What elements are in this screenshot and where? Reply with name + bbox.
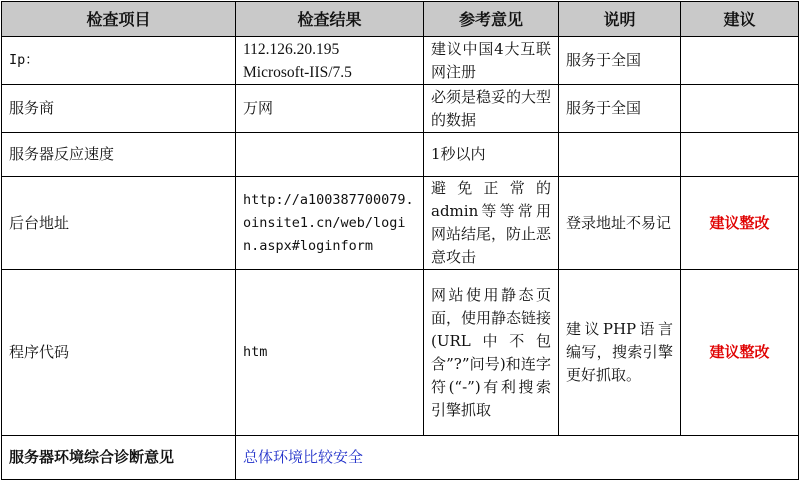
cell-note: 登录地址不易记 — [559, 177, 681, 270]
cell-note: 服务于全国 — [559, 85, 681, 133]
table-row — [2, 85, 799, 133]
table-row — [2, 270, 799, 436]
header-explanation: 说明 — [559, 2, 681, 37]
cell-item: 服务器反应速度 — [2, 133, 236, 177]
summary-value: 总体环境比较安全 — [236, 436, 799, 480]
cell-item: 程序代码 — [2, 270, 236, 436]
cell-opinion: 1秒以内 — [424, 133, 559, 177]
cell-opinion: 网站使用静态页面，使用静态链接(URL中不包含”?”问号)和连字符(“-”)有利搜索引擎抓取 — [424, 270, 559, 436]
table-row — [2, 177, 799, 270]
cell-item: 后台地址 — [2, 177, 236, 270]
header-check-result: 检查结果 — [236, 2, 424, 37]
header-check-item: 检查项目 — [2, 2, 236, 37]
cell-result: htm — [236, 270, 424, 436]
header-row — [2, 2, 799, 37]
table-row — [2, 133, 799, 177]
cell-advice — [681, 133, 799, 177]
cell-advice — [681, 37, 799, 85]
cell-result — [236, 37, 424, 85]
cell-opinion: 必须是稳妥的大型的数据 — [424, 85, 559, 133]
cell-result-admin-url: http://a100387700079.oinsite1.cn/web/login.aspx#loginform — [236, 177, 424, 270]
summary-row — [2, 436, 799, 480]
cell-note — [559, 133, 681, 177]
server-check-table — [1, 1, 799, 480]
cell-item: Ip： — [2, 37, 236, 85]
cell-note: 建议PHP语言编写，搜索引擎更好抓取。 — [559, 270, 681, 436]
cell-note: 服务于全国 — [559, 37, 681, 85]
cell-advice-rectify: 建议整改 — [681, 177, 799, 270]
header-reference-opinion: 参考意见 — [424, 2, 559, 37]
cell-advice — [681, 85, 799, 133]
ip-address: 112.126.20.195 — [243, 40, 340, 58]
cell-item: 服务商 — [2, 85, 236, 133]
cell-opinion: 避免正常的admin等等常用网站结尾，防止恶意攻击 — [424, 177, 559, 270]
header-suggestion: 建议 — [681, 2, 799, 37]
summary-label: 服务器环境综合诊断意见 — [2, 436, 236, 480]
cell-advice-rectify: 建议整改 — [681, 270, 799, 436]
cell-opinion: 建议中国4大互联网注册 — [424, 37, 559, 85]
cell-result: 万网 — [236, 85, 424, 133]
cell-result — [236, 133, 424, 177]
server-software: Microsoft-IIS/7.5 — [243, 63, 352, 81]
table-row — [2, 37, 799, 85]
